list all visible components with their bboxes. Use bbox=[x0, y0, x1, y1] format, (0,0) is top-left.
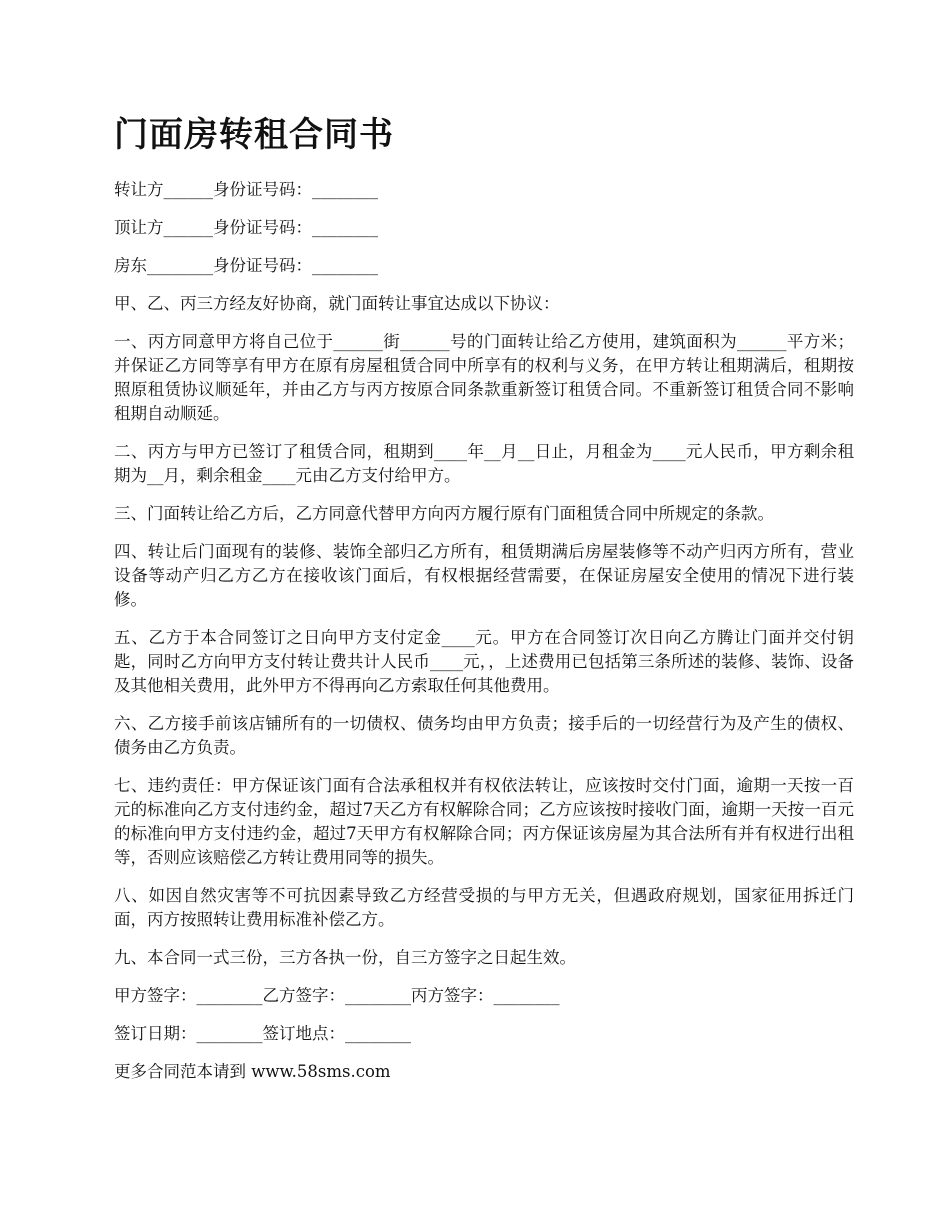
clause-2: 二、丙方与甲方已签订了租赁合同，租期到____年__月__日止，月租金为____元人民币，甲方剩余租期为__月，剩余租金____元由乙方支付给甲方。 bbox=[114, 442, 854, 485]
agreement-intro: 甲、乙、丙三方经友好协商，就门面转让事宜达成以下协议： bbox=[114, 294, 560, 313]
transferee-line: 顶让方______身份证号码：________ bbox=[114, 218, 378, 237]
clause-6: 六、乙方接手前该店铺所有的一切债权、债务均由甲方负责；接手后的一切经营行为及产生的债权、债务由乙方负责。 bbox=[114, 714, 854, 757]
signature-line: 甲方签字：________乙方签字：________丙方签字：________ bbox=[114, 986, 560, 1005]
clause-3: 三、门面转让给乙方后，乙方同意代替甲方向丙方履行原有门面租赁合同中所规定的条款。 bbox=[114, 504, 774, 523]
clause-8: 八、如因自然灾害等不可抗因素导致乙方经营受损的与甲方无关，但遇政府规划，国家征用拆迁门面，丙方按照转让费用标准补偿乙方。 bbox=[114, 886, 854, 929]
clause-9: 九、本合同一式三份，三方各执一份，自三方签字之日起生效。 bbox=[114, 948, 576, 967]
clause-1: 一、丙方同意甲方将自己位于______街______号的门面转让给乙方使用，建筑面积为______平方米；并保证乙方同等享有甲方在原有房屋租赁合同中所享有的权利与义务，在甲方转让租期满后，租期按照原租赁协议顺延年，并由乙方与丙方按原合同条款重新签订租赁合同。不重新签订租赁合同不影响租期自动顺延。 bbox=[114, 332, 854, 423]
document-page bbox=[114, 112, 854, 1098]
footer-note: 更多合同范本请到 www.58sms.com bbox=[114, 1062, 391, 1081]
date-location-line: 签订日期：________签订地点：________ bbox=[114, 1024, 411, 1043]
clause-5: 五、乙方于本合同签订之日向甲方支付定金____元。甲方在合同签订次日向乙方腾让门面并交付钥匙，同时乙方向甲方支付转让费共计人民币____元，，上述费用已包括第三条所述的装修、装饰、设备及其他相关费用，此外甲方不得再向乙方索取任何其他费用。 bbox=[114, 628, 854, 695]
landlord-line: 房东________身份证号码：________ bbox=[114, 256, 378, 275]
document-title: 门面房转租合同书 bbox=[114, 115, 394, 155]
clause-7-liability: 七、违约责任：甲方保证该门面有合法承租权并有权依法转让，应该按时交付门面，逾期一天按一百元的标准向乙方支付违约金，超过7天乙方有权解除合同；乙方应该按时接收门面，逾期一天按一百元的标准向甲方支付违约金，超过7天甲方有权解除合同；丙方保证该房屋为其合法所有并有权进行出租等，否则应该赔偿乙方转让费用同等的损失。 bbox=[114, 776, 854, 867]
transferor-line: 转让方______身份证号码：________ bbox=[114, 180, 378, 199]
clause-4: 四、转让后门面现有的装修、装饰全部归乙方所有，租赁期满后房屋装修等不动产归丙方所有，营业设备等动产归乙方乙方在接收该门面后，有权根据经营需要，在保证房屋安全使用的情况下进行装修。 bbox=[114, 542, 854, 609]
